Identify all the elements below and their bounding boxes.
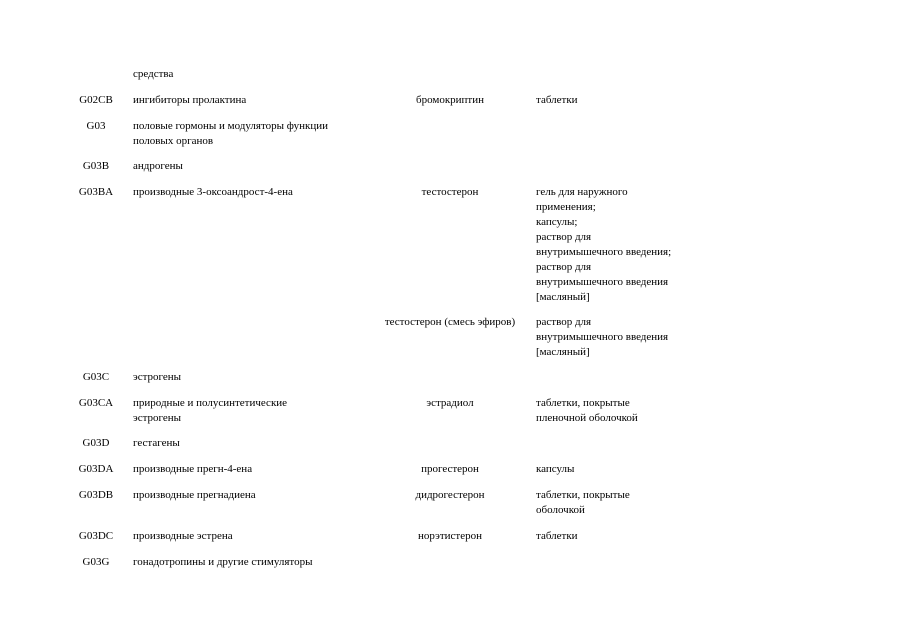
dosage-form-line: раствор для [536,316,592,328]
dosage-form-line: [масляный] [536,291,590,303]
description-line: половых органов [133,135,214,147]
dosage-form-line: раствор для [536,231,592,243]
description-line: ингибиторы пролактина [133,94,247,106]
dosage-form-line: гель для наружного [536,186,628,198]
group-description [133,93,373,108]
group-description [133,529,373,544]
drug-name: норэтистерон [417,530,483,542]
atc-code: G03DC [78,530,114,542]
dosage-form-line: внутримышечного введения [536,331,669,343]
group-description [133,555,373,570]
dosage-form [536,185,711,305]
description-line: производные 3-оксоандрост-4-ена [133,186,293,198]
atc-code: G03BA [78,186,114,198]
atc-code: G03G [82,556,110,568]
description-line: производные прегн-4-ена [133,463,253,475]
drug-name: дидрогестерон [415,489,485,501]
dosage-form [536,93,711,108]
description-line: эстрогены [133,412,182,424]
description-line: эстрогены [133,371,182,383]
drug-name: прогестерон [421,463,479,475]
drug-name: эстрадиол [426,397,474,409]
dosage-form-line: внутримышечного введения; [536,246,672,258]
group-description [133,396,373,426]
drug-name: тестостерон [421,186,479,198]
atc-code: G03D [82,437,110,449]
atc-code: G03DB [78,489,114,501]
description-line: природные и полусинтетические [133,397,288,409]
description-line: андрогены [133,160,183,172]
group-description [133,436,373,451]
dosage-form-line: таблетки, покрытые [536,489,630,501]
atc-code: G03CA [78,397,114,409]
description-line: половые гормоны и модуляторы функции [133,120,328,132]
dosage-form-line: капсулы [536,463,575,475]
dosage-form-line: капсулы; [536,216,578,228]
group-description [133,462,373,477]
atc-code: G03 [86,120,106,132]
dosage-form [536,396,711,426]
atc-code: G03DA [78,463,114,475]
atc-code: G03C [82,371,110,383]
dosage-form [536,315,711,360]
group-description [133,67,373,82]
description-line: производные эстрена [133,530,233,542]
dosage-form-line: внутримышечного введения [536,276,669,288]
description-line: средства [133,68,174,80]
dosage-form-line: раствор для [536,261,592,273]
dosage-form-line: применения; [536,201,596,213]
description-line: гонадотропины и другие стимуляторы [133,556,313,568]
group-description [133,119,373,149]
dosage-form-line: пленочной оболочкой [536,412,638,424]
dosage-form-line: таблетки [536,530,578,542]
description-line: гестагены [133,437,180,449]
group-description [133,159,373,174]
dosage-form-line: таблетки [536,94,578,106]
dosage-form [536,529,711,544]
atc-code: G03B [82,160,110,172]
group-description [133,370,373,385]
drug-name: тестостерон (смесь эфиров) [384,316,516,328]
dosage-form-line: [масляный] [536,346,590,358]
drug-name: бромокриптин [415,94,485,106]
atc-code: G02CB [79,94,113,106]
dosage-form [536,462,711,477]
dosage-form-line: оболочкой [536,504,585,516]
dosage-form [536,488,711,518]
dosage-form-line: таблетки, покрытые [536,397,630,409]
group-description [133,185,373,200]
group-description [133,488,373,503]
description-line: производные прегнадиена [133,489,256,501]
